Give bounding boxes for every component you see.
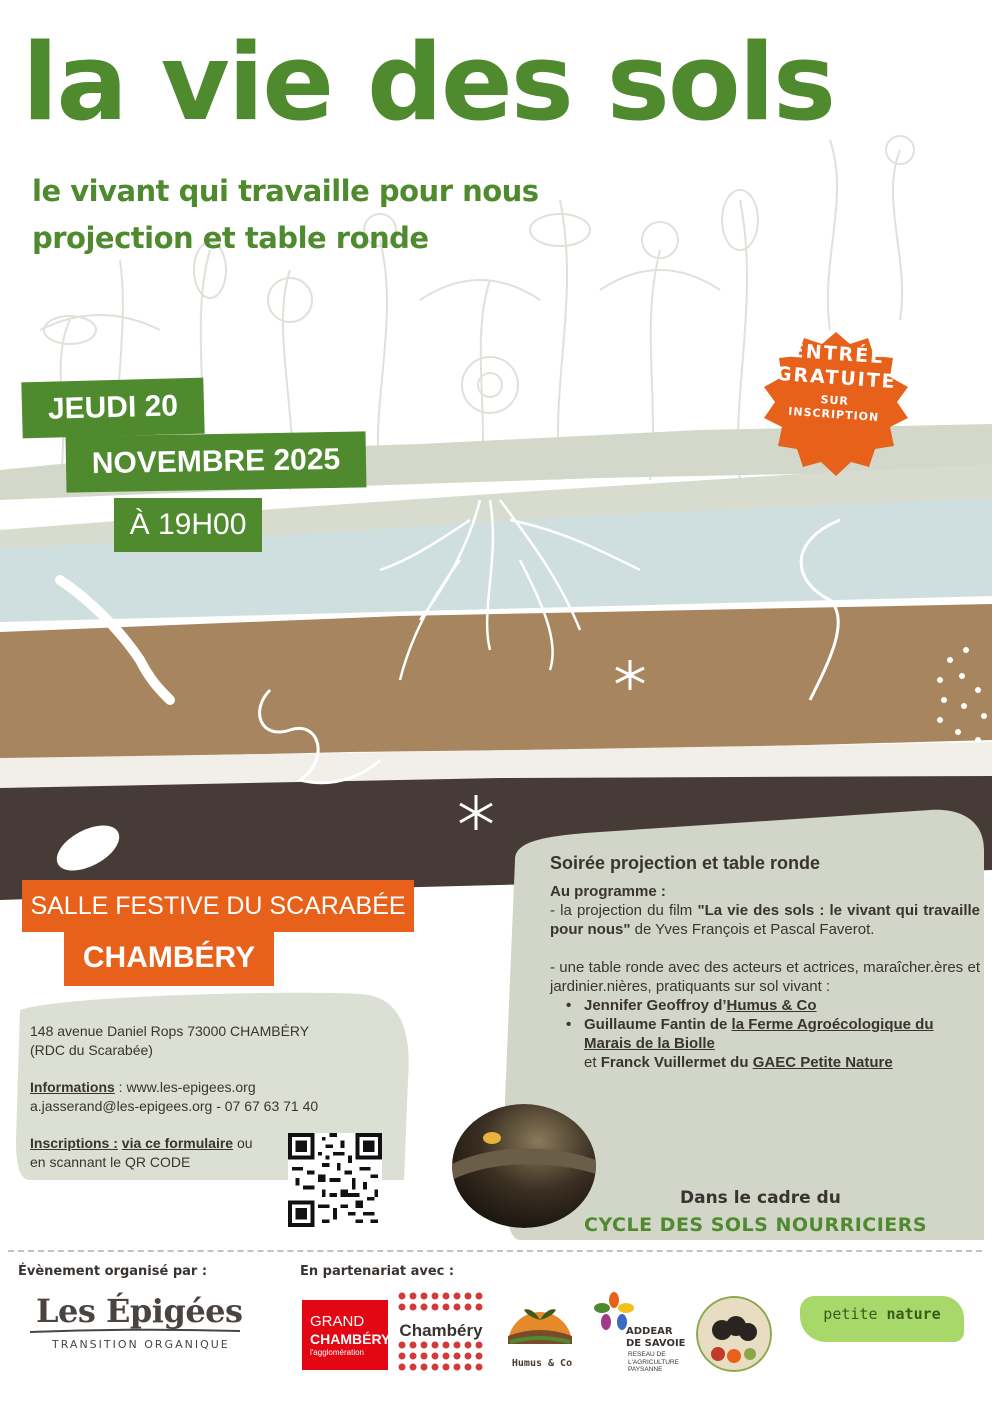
gc-line-3: l'agglomération bbox=[310, 1348, 365, 1357]
inscriptions-suffix: ou bbox=[233, 1135, 253, 1151]
venue-city: CHAMBÉRY bbox=[64, 930, 274, 986]
humus-co-logo-icon bbox=[504, 1294, 576, 1354]
inscriptions-line-2: en scannant le QR CODE bbox=[30, 1154, 191, 1170]
poster-title: la vie des sols bbox=[22, 21, 835, 144]
film-title: "La vie des sols : le vivant qui travaille pour nous" bbox=[550, 902, 980, 938]
epigees-underline-icon bbox=[30, 1328, 240, 1334]
address-line-2: (RDC du Scarabée) bbox=[30, 1042, 153, 1058]
venue-name: SALLE FESTIVE DU SCARABÉE bbox=[22, 880, 414, 932]
free-entry-badge bbox=[753, 337, 918, 428]
addear-line-2: DE SAVOIE bbox=[626, 1338, 686, 1349]
film-authors: de Yves François et Pascal Faverot. bbox=[630, 921, 875, 938]
subtitle-line-2: projection et table ronde bbox=[32, 221, 429, 255]
cycle-name: CYCLE DES SOLS NOURRICIERS bbox=[584, 1214, 928, 1236]
addear-line-3: RESEAU DE L'AGRICULTURE PAYSANNE bbox=[628, 1351, 679, 1373]
speaker-name: Franck Vuillermet du bbox=[600, 1054, 753, 1071]
inscriptions-line-1 bbox=[30, 1134, 253, 1153]
programme-item-film bbox=[550, 901, 980, 939]
speaker-prefix: et bbox=[584, 1054, 601, 1071]
speaker-org-link[interactable]: Humus & Co bbox=[726, 997, 817, 1014]
badge-line-3: SUR bbox=[820, 392, 850, 408]
humus-logo-text: Humus & Co bbox=[511, 1358, 573, 1369]
badge-line-2: GRATUITE bbox=[775, 362, 898, 394]
speaker-name: Jennifer Geoffroy d’ bbox=[584, 997, 727, 1014]
cycle-intro: Dans le cadre du bbox=[680, 1188, 841, 1208]
speaker-org-link[interactable]: la Ferme Agroécologique du Marais de la Biolle bbox=[584, 1016, 934, 1052]
date-day: JEUDI 20 bbox=[21, 378, 204, 439]
badge-line-1: ENTRÉE bbox=[790, 339, 886, 369]
programme-item-table-ronde: - une table ronde avec des acteurs et actrices, maraîcher.ères et jardinier.nières, pratiquants sur sol vivant : bbox=[550, 959, 980, 995]
gc-line-2: CHAMBÉRY bbox=[310, 1331, 391, 1347]
programme-section bbox=[550, 854, 980, 1072]
badge-line-4: INSCRIPTION bbox=[787, 404, 880, 425]
programme-heading: Au programme : bbox=[550, 883, 666, 900]
form-link[interactable]: via ce formulaire bbox=[121, 1135, 234, 1151]
chambery-logo-text: Chambéry bbox=[396, 1321, 486, 1341]
website-link[interactable]: : www.les-epigees.org bbox=[114, 1079, 256, 1095]
subtitle-line-1: le vivant qui travaille pour nous bbox=[32, 174, 539, 208]
qr-code-icon[interactable] bbox=[288, 1133, 382, 1227]
petite-nature-logo-text bbox=[800, 1305, 964, 1323]
date-month: NOVEMBRE 2025 bbox=[66, 431, 367, 492]
epigees-logo: Les Épigées bbox=[36, 1292, 243, 1330]
programme-title: Soirée projection et table ronde bbox=[550, 853, 821, 873]
partner-label: En partenariat avec : bbox=[300, 1264, 455, 1279]
footer-divider bbox=[8, 1250, 982, 1252]
film-intro: - la projection du film bbox=[550, 902, 698, 919]
speaker-list bbox=[550, 996, 980, 1053]
addear-line-1: ADDEAR bbox=[626, 1326, 673, 1337]
speaker-item bbox=[564, 996, 980, 1015]
pn-text-2: nature bbox=[886, 1305, 941, 1323]
speaker-item-last bbox=[550, 1053, 980, 1072]
organizer-label: Évènement organisé par : bbox=[18, 1264, 208, 1279]
inscriptions-label: Inscriptions : bbox=[30, 1135, 118, 1151]
info-contact[interactable]: a.jasserand@les-epigees.org - 07 67 63 71 40 bbox=[30, 1098, 319, 1114]
gc-line-1: GRAND bbox=[310, 1313, 365, 1330]
pn-text-1: petite bbox=[823, 1305, 887, 1323]
gaec-badge-logo-icon bbox=[696, 1296, 772, 1372]
date-time: À 19H00 bbox=[114, 498, 262, 552]
speaker-item bbox=[564, 1015, 980, 1053]
springtail-photo bbox=[452, 1104, 596, 1228]
info-label: Informations bbox=[30, 1079, 115, 1095]
speaker-org-link[interactable]: GAEC Petite Nature bbox=[752, 1054, 893, 1071]
address-line-1: 148 avenue Daniel Rops 73000 CHAMBÉRY bbox=[30, 1023, 310, 1039]
info-website bbox=[30, 1078, 256, 1097]
speaker-name: Guillaume Fantin de bbox=[584, 1016, 732, 1033]
epigees-tagline: TRANSITION ORGANIQUE bbox=[52, 1338, 230, 1351]
